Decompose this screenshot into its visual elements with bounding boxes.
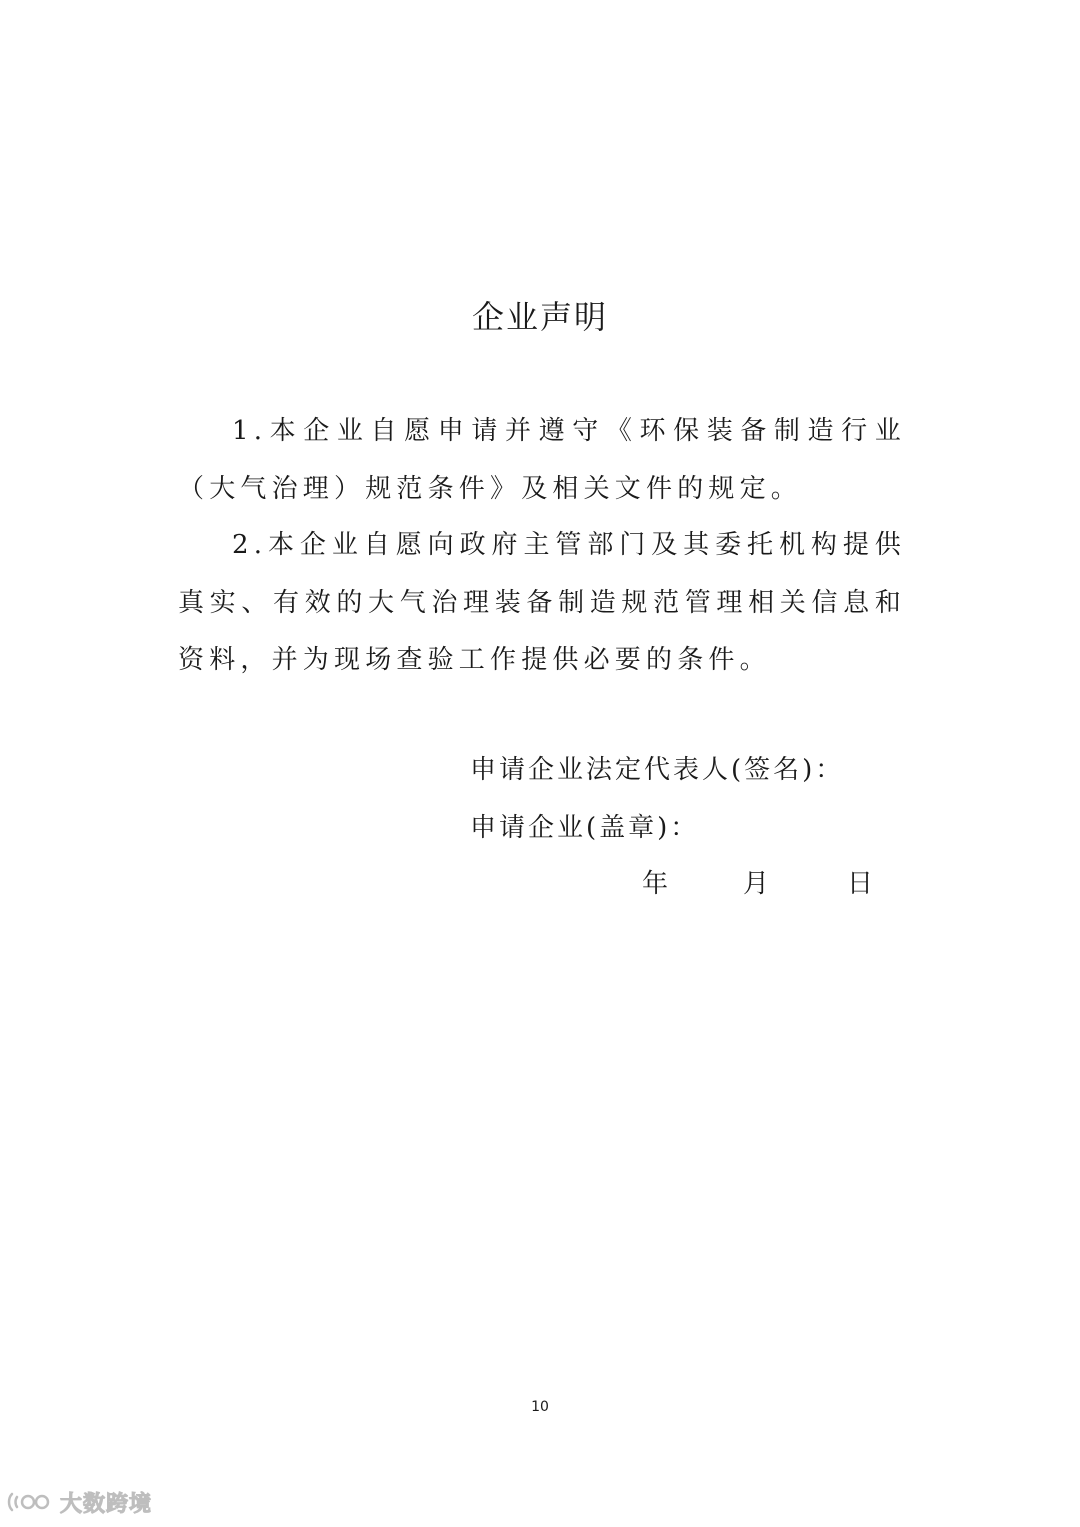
document-title: 企业声明: [471, 298, 608, 336]
declaration-paragraph-2: 2.本企业自愿向政府主管部门及其委托机构提供真实、有效的大气治理装备制造规范管理相关信息和资料，并为现场查验工作提供必要的条件。: [178, 530, 906, 675]
date-day-label: 日: [847, 869, 874, 899]
company-seal-label: 申请企业(盖章)：: [470, 813, 700, 843]
watermark-text: 大数跨境: [60, 1491, 153, 1517]
legal-representative-signature-label: 申请企业法定代表人(签名)：: [470, 755, 845, 785]
watermark-logo-icon: [6, 1489, 56, 1515]
declaration-paragraph-1: 1.本企业自愿申请并遵守《环保装备制造行业（大气治理）规范条件》及相关文件的规定。: [178, 416, 906, 504]
watermark: [6, 1487, 152, 1517]
page-number: 10: [531, 1399, 549, 1415]
date-year-label: 年: [642, 869, 669, 899]
date-month-label: 月: [743, 869, 770, 899]
